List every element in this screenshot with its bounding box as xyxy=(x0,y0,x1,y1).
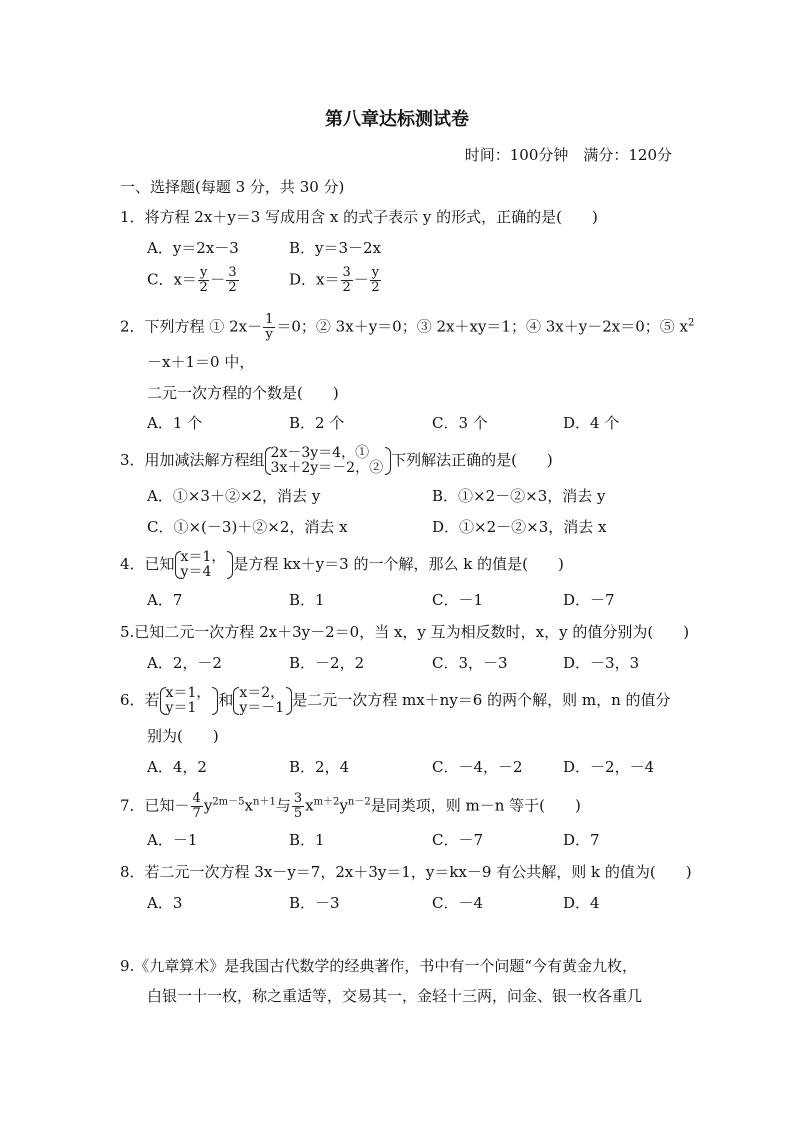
exam-meta: 时间：100分钟 满分：120分 xyxy=(464,146,672,164)
q3-option-b: B．①×2－②×3，消去 y xyxy=(432,487,606,505)
fraction: $\frac{y}{2}$ xyxy=(371,265,380,295)
fraction: $\frac{4}{7}$ xyxy=(192,791,201,821)
q8-option-c: C．－4 xyxy=(432,894,484,912)
q2-option-b: B．2 个 xyxy=(289,414,345,432)
q6-option-a: A．4，2 xyxy=(147,758,207,776)
q7-option-b: B．1 xyxy=(289,831,325,849)
q2-option-d: D．4 个 xyxy=(563,414,620,432)
q1-option-d-label: D．x＝ xyxy=(289,270,340,289)
q8-option-b: B．－3 xyxy=(289,894,340,912)
question-6-stem: 6．若 x＝1， y＝1 和 x＝2， y＝－1 是二元一次方程 mx＋ny＝6 的两个解，则 m，n 的值分 xyxy=(120,685,671,716)
q5-option-d: D．－3，3 xyxy=(563,654,640,672)
q3-option-a: A．①×3＋②×2，消去 y xyxy=(147,487,321,505)
q1-option-d: D．x＝ $\frac{3}{2}$ － $\frac{y}{2}$ xyxy=(289,265,380,295)
question-9-line2: 白银一十一枚，称之重适等，交易其一，金轻十三两，问金、银一枚各重几 xyxy=(147,987,643,1005)
q7-option-c: C．－7 xyxy=(432,831,484,849)
fraction: $\frac{3}{2}$ xyxy=(228,265,237,295)
q7-option-d: D．7 xyxy=(563,831,600,849)
fraction: $\frac{3}{2}$ xyxy=(342,265,351,295)
fraction: $\frac{y}{2}$ xyxy=(199,265,208,295)
question-8-stem: 8．若二元一次方程 3x－y＝7，2x＋3y＝1，y＝kx－9 有公共解，则 k 的值为( ) xyxy=(120,863,692,881)
q3-option-c: C．①×(－3)＋②×2，消去 x xyxy=(147,518,348,536)
fraction: $\frac{3}{5}$ xyxy=(293,791,303,821)
question-2-line3: 二元一次方程的个数是( ) xyxy=(147,384,339,402)
q2-option-a: A．1 个 xyxy=(147,414,203,432)
q4-option-a: A．7 xyxy=(147,591,183,609)
q2-option-c: C．3 个 xyxy=(432,414,488,432)
q7-option-a: A．－1 xyxy=(147,831,198,849)
q5-option-c: C．3，－3 xyxy=(432,654,508,672)
section-heading: 一、选择题(每题 3 分，共 30 分) xyxy=(120,178,345,196)
q1-option-b: B．y＝3－2x xyxy=(289,239,382,257)
q6-option-d: D．－2，－4 xyxy=(563,758,655,776)
equation-system: 2x－3y＝4，① 3x＋2y＝－2，② xyxy=(265,446,392,476)
q1-option-c: C．x＝ $\frac{y}{2}$ － $\frac{3}{2}$ xyxy=(147,265,237,295)
fraction: $\frac{1}{y}$ xyxy=(265,312,274,342)
question-4-stem: 4．已知 x＝1， y＝4 是方程 kx＋y＝3 的一个解，那么 k 的值是( ) xyxy=(120,549,564,580)
question-2-line2: －x＋1＝0 中， xyxy=(147,353,255,371)
q5-option-b: B．－2，2 xyxy=(289,654,365,672)
q3-option-d: D．①×2－②×3，消去 x xyxy=(432,518,607,536)
question-2-stem: 2．下列方程 ① 2x－ $\frac{1}{y}$ ＝0；② 3x＋y＝0；③ 2x＋xy＝1；④ 3x＋y－2x＝0；⑤ $x^2$ xyxy=(120,312,695,342)
q8-option-d: D．4 xyxy=(563,894,600,912)
question-1-stem: 1．将方程 2x＋y＝3 写成用含 x 的式子表示 y 的形式，正确的是( ) xyxy=(120,208,598,226)
q4-option-b: B．1 xyxy=(289,591,325,609)
question-7-stem: 7．已知－ $\frac{4}{7}$ $y^{2m-5}x^{n+1}$与 $\frac{3}{5}$ $x^{m+2}y^{n-2}$是同类项，则 m－n 等于( ) xyxy=(120,791,581,821)
q4-option-d: D．－7 xyxy=(563,591,615,609)
equation-system: x＝1， y＝1 xyxy=(160,686,219,716)
q1-option-a: A．y＝2x－3 xyxy=(147,239,239,257)
equation-system: x＝1， y＝4 xyxy=(175,550,234,580)
question-6-line2: 别为( ) xyxy=(147,727,219,745)
q4-option-c: C．－1 xyxy=(432,591,484,609)
q5-option-a: A．2，－2 xyxy=(147,654,222,672)
q6-option-b: B．2，4 xyxy=(289,758,350,776)
q6-option-c: C．－4，－2 xyxy=(432,758,523,776)
question-5-stem: 5.已知二元一次方程 2x＋3y－2＝0，当 x，y 互为相反数时，x，y 的值分别为( ) xyxy=(120,623,690,641)
q8-option-a: A．3 xyxy=(147,894,183,912)
q1-option-c-label: C．x＝ xyxy=(147,270,197,289)
equation-system: x＝2， y＝－1 xyxy=(233,686,292,716)
question-3-stem: 3．用加减法解方程组 2x－3y＝4，① 3x＋2y＝－2，② 下列解法正确的是( ) xyxy=(120,445,553,476)
page-title: 第八章达标测试卷 xyxy=(325,109,469,130)
question-9-line1: 9.《九章算术》是我国古代数学的经典著作，书中有一个问题“今有黄金九枚， xyxy=(120,957,637,975)
